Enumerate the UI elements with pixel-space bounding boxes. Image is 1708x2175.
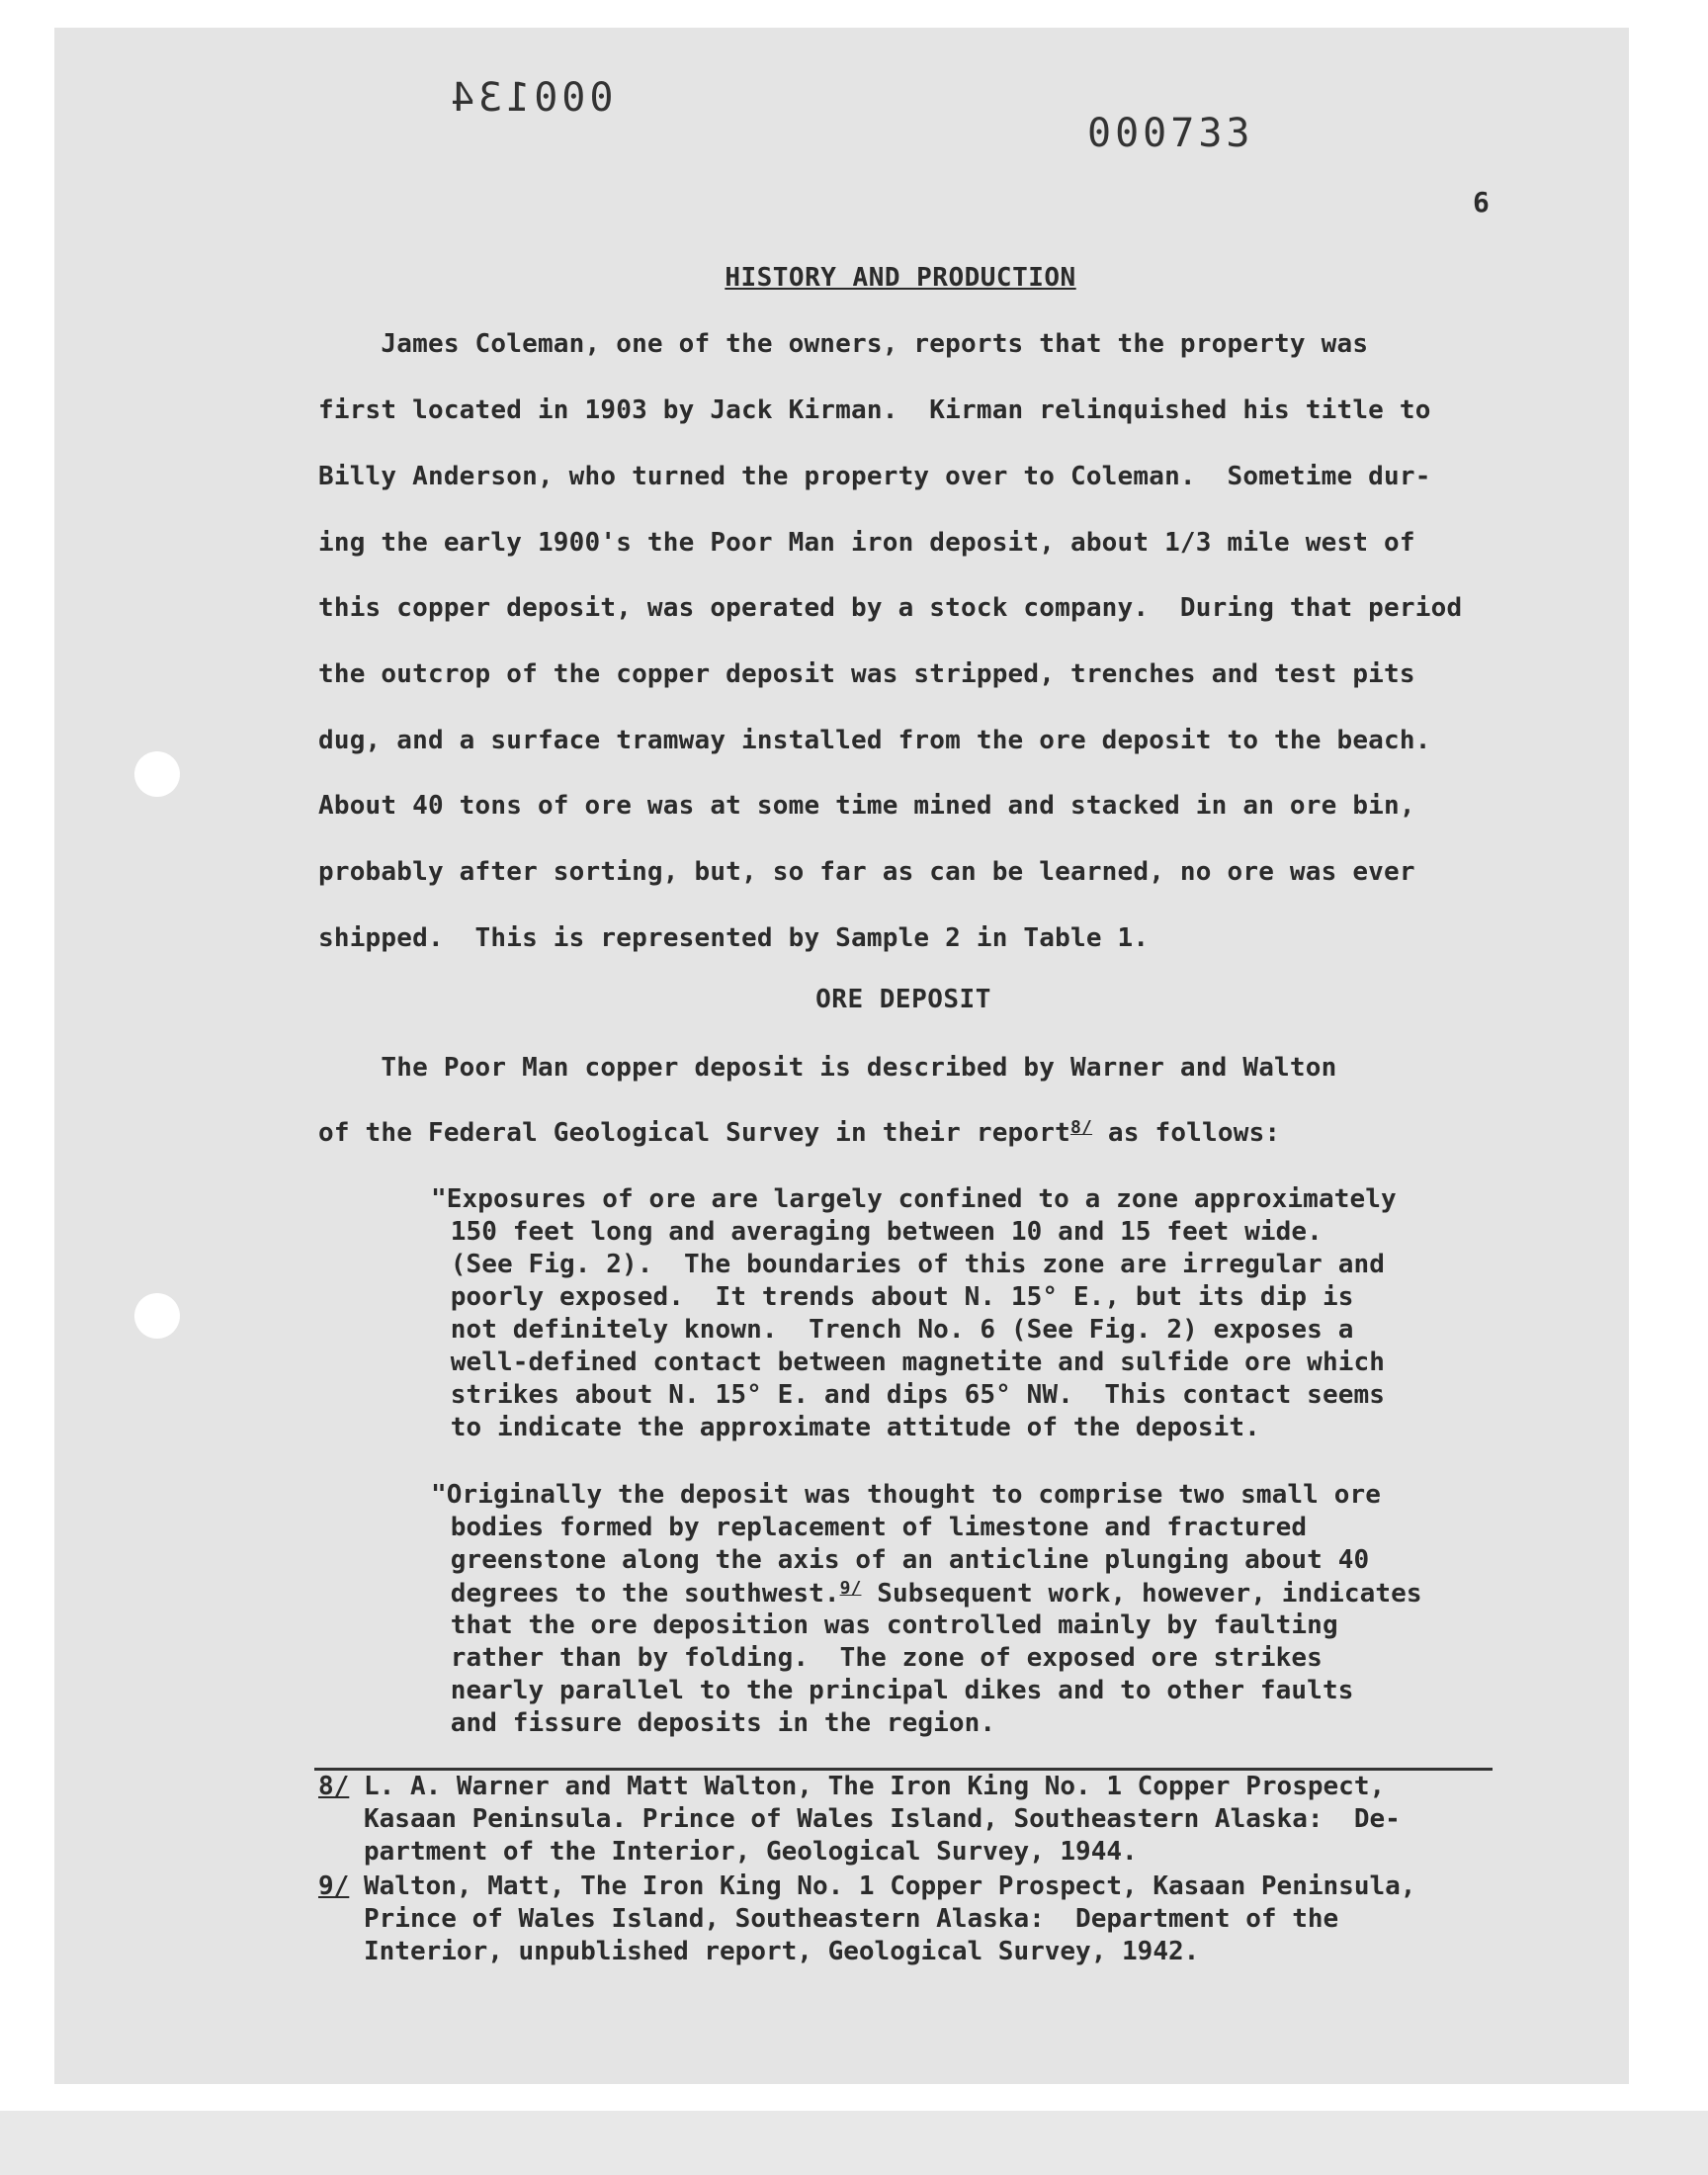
history-line: first located in 1903 by Jack Kirman. Kirman relinquished his title to — [318, 395, 1431, 425]
footnote-line: partment of the Interior, Geological Survey, 1944. — [364, 1837, 1138, 1867]
footnote-ref-9: 9/ — [839, 1578, 862, 1599]
quote-line: and fissure deposits in the region. — [435, 1708, 996, 1738]
mirrored-stamp-text: 000134 — [447, 75, 614, 121]
footnote-mark-8: 8/ — [318, 1772, 350, 1801]
quote-line: nearly parallel to the principal dikes and to other faults — [435, 1676, 1354, 1705]
quote-line: 150 feet long and averaging between 10 and 15 feet wide. — [435, 1217, 1323, 1247]
footnote-divider — [314, 1768, 1493, 1771]
ore-intro-line: The Poor Man copper deposit is described by Warner and Walton — [318, 1053, 1337, 1083]
history-line: dug, and a surface tramway installed from the ore deposit to the beach. — [318, 726, 1431, 755]
punch-hole-upper — [134, 751, 180, 797]
ore-intro-text-end: as follows: — [1092, 1118, 1281, 1148]
footnote-line: Prince of Wales Island, Southeastern Alaska: Department of the — [364, 1904, 1339, 1934]
ore-intro-line — [318, 1117, 1280, 1148]
footnote-line: Walton, Matt, The Iron King No. 1 Copper Prospect, Kasaan Peninsula, — [364, 1871, 1416, 1901]
quote-text-end: Subsequent work, however, indicates — [861, 1579, 1422, 1609]
quote-line: "Exposures of ore are largely confined to a zone approximately — [431, 1184, 1397, 1214]
ore-intro-text: of the Federal Geological Survey in their report — [318, 1118, 1070, 1148]
punch-hole-lower — [134, 1293, 180, 1339]
quote-line: poorly exposed. It trends about N. 15° E., but its dip is — [435, 1282, 1354, 1312]
quote-line: greenstone along the axis of an anticline plunging about 40 — [435, 1545, 1370, 1575]
quote-text: degrees to the southwest. — [435, 1579, 840, 1609]
history-line: ing the early 1900's the Poor Man iron deposit, about 1/3 mile west of — [318, 528, 1415, 558]
quote-line: "Originally the deposit was thought to comprise two small ore — [431, 1480, 1381, 1510]
footnote-mark-9: 9/ — [318, 1871, 350, 1901]
history-line: Billy Anderson, who turned the property over to Coleman. Sometime dur- — [318, 462, 1431, 491]
footnote-line: Interior, unpublished report, Geological Survey, 1942. — [364, 1937, 1200, 1966]
history-line: James Coleman, one of the owners, reports that the property was — [318, 329, 1369, 359]
quote-line: bodies formed by replacement of limestone and fractured — [435, 1513, 1308, 1542]
quote-line: not definitely known. Trench No. 6 (See Fig. 2) exposes a — [435, 1315, 1354, 1345]
footnote-line: L. A. Warner and Matt Walton, The Iron King No. 1 Copper Prospect, — [364, 1772, 1386, 1801]
quote-line — [435, 1578, 1422, 1609]
mirrored-stamp-number — [447, 75, 614, 121]
history-line: this copper deposit, was operated by a stock company. During that period — [318, 593, 1463, 623]
quote-line: strikes about N. 15° E. and dips 65° NW. This contact seems — [435, 1380, 1385, 1410]
quote-line: rather than by folding. The zone of exposed ore strikes — [435, 1643, 1323, 1673]
history-line: shipped. This is represented by Sample 2 in Table 1. — [318, 923, 1150, 953]
heading-ore-deposit: ORE DEPOSIT — [815, 985, 991, 1014]
footnote-ref-8: 8/ — [1069, 1117, 1093, 1138]
quote-line: that the ore deposition was controlled mainly by faulting — [435, 1610, 1338, 1640]
history-line: About 40 tons of ore was at some time mined and stacked in an ore bin, — [318, 791, 1415, 821]
heading-history-and-production: HISTORY AND PRODUCTION — [725, 263, 1076, 293]
quote-line: (See Fig. 2). The boundaries of this zone are irregular and — [435, 1250, 1385, 1279]
quote-line: well-defined contact between magnetite and sulfide ore which — [435, 1348, 1385, 1377]
scan-border — [0, 2111, 1708, 2175]
history-line: probably after sorting, but, so far as can be learned, no ore was ever — [318, 857, 1415, 887]
footnote-line: Kasaan Peninsula. Prince of Wales Island, Southeastern Alaska: De- — [364, 1804, 1401, 1834]
stamp-number: 000733 — [1087, 111, 1254, 156]
quote-line: to indicate the approximate attitude of the deposit. — [435, 1413, 1260, 1442]
page-number: 6 — [1473, 186, 1490, 218]
history-line: the outcrop of the copper deposit was stripped, trenches and test pits — [318, 659, 1415, 689]
